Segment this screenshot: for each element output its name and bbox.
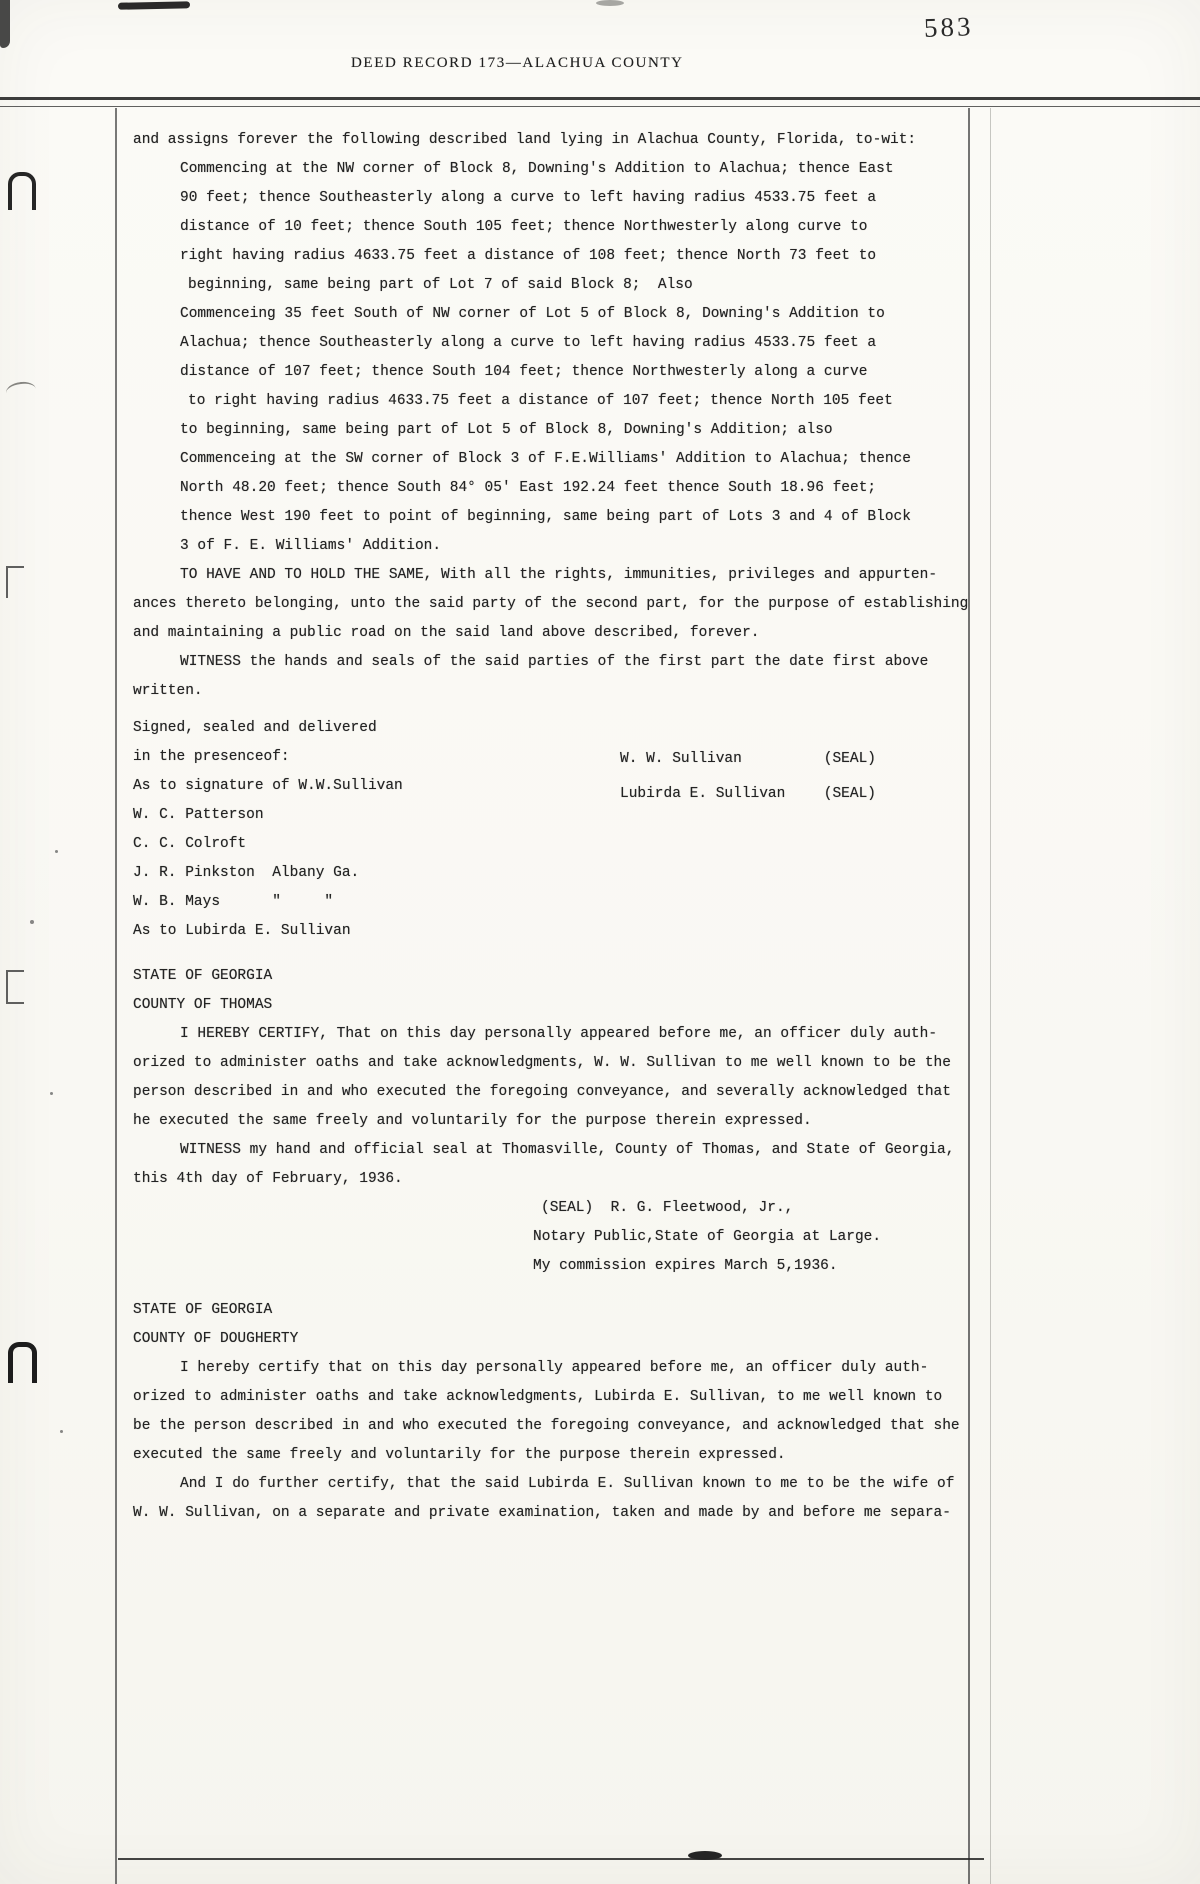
- scan-artifact: [50, 1092, 53, 1095]
- attestation-block: [133, 714, 993, 946]
- certification-line: executed the same freely and voluntarily for the purpose therein expressed.: [133, 1447, 786, 1463]
- legal-description-line: Commencing at the NW corner of Block 8, Downing's Addition to Alachua; thence East: [180, 161, 894, 177]
- legal-description-line: 3 of F. E. Williams' Addition.: [180, 538, 442, 554]
- legal-description-block: [180, 155, 993, 561]
- certification-line: orized to administer oaths and take acknowledgments, W. W. Sullivan to me well known to be the: [133, 1055, 951, 1071]
- attestation-line: W. B. Mays " ": [133, 894, 334, 910]
- scan-artifact: [118, 1, 190, 10]
- jurisdiction-state-line: STATE OF GEORGIA: [133, 968, 273, 984]
- notary-block: [533, 1194, 993, 1281]
- bottom-rule: [118, 1858, 984, 1860]
- attestation-line: Signed, sealed and delivered: [133, 720, 377, 736]
- signature-row: [620, 777, 876, 812]
- dougherty-acknowledgment: [133, 1296, 993, 1528]
- habendum-line: TO HAVE AND TO HOLD THE SAME, With all the rights, immunities, privileges and appurten-: [180, 567, 938, 583]
- certification-line: he executed the same freely and voluntarily for the purpose therein expressed.: [133, 1113, 812, 1129]
- attestation-line: C. C. Colroft: [133, 836, 247, 852]
- habendum-line: ances thereto belonging, unto the said party of the second part, for the purpose of establishing: [133, 596, 969, 612]
- seal-label: (SEAL): [823, 751, 876, 767]
- attestation-line: As to signature of W.W.Sullivan: [133, 778, 403, 794]
- scan-artifact: [596, 0, 624, 6]
- witness-clause-line: WITNESS the hands and seals of the said parties of the first part the date first above: [180, 654, 929, 670]
- habendum-line: and maintaining a public road on the said land above described, forever.: [133, 625, 760, 641]
- certification-line: I HEREBY CERTIFY, That on this day personally appeared before me, an officer duly auth-: [180, 1026, 938, 1042]
- scan-artifact: [30, 920, 34, 924]
- attestation-line: J. R. Pinkston Albany Ga.: [133, 865, 360, 881]
- certification-line: And I do further certify, that the said Lubirda E. Sullivan known to me to be the wife of: [180, 1476, 955, 1492]
- scan-artifact: [6, 970, 24, 1004]
- attestation-line: W. C. Patterson: [133, 807, 264, 823]
- legal-description-line: Commenceing 35 feet South of NW corner of Lot 5 of Block 8, Downing's Addition to: [180, 306, 885, 322]
- scan-artifact: [55, 850, 58, 853]
- witness-seal-line: this 4th day of February, 1936.: [133, 1171, 403, 1187]
- signatory-name: Lubirda E. Sullivan: [620, 786, 786, 802]
- legal-description-line: beginning, same being part of Lot 7 of said Block 8; Also: [188, 277, 693, 293]
- legal-description-line: to right having radius 4633.75 feet a distance of 107 feet; thence North 105 feet: [188, 393, 893, 409]
- binder-hole-mark: [8, 1342, 37, 1383]
- legal-description-line: distance of 107 feet; thence South 104 feet; thence Northwesterly along a curve: [180, 364, 868, 380]
- left-margin-rule: [115, 108, 117, 1884]
- signature-block: [620, 742, 876, 812]
- certification-line: person described in and who executed the foregoing conveyance, and severally acknowledged that: [133, 1084, 951, 1100]
- notary-line: My commission expires March 5,1936.: [533, 1258, 838, 1274]
- binder-hole-mark: [8, 172, 36, 210]
- legal-description-line: thence West 190 feet to point of beginning, same being part of Lots 3 and 4 of Block: [180, 509, 911, 525]
- jurisdiction-county-line: COUNTY OF THOMAS: [133, 997, 273, 1013]
- attestation-line: As to Lubirda E. Sullivan: [133, 923, 351, 939]
- attestation-line: in the presenceof:: [133, 749, 290, 765]
- scan-artifact: [6, 566, 24, 598]
- legal-description-line: North 48.20 feet; thence South 84° 05' East 192.24 feet thence South 18.96 feet;: [180, 480, 877, 496]
- certification-line: be the person described in and who executed the foregoing conveyance, and acknowledged that she: [133, 1418, 960, 1434]
- notary-line: (SEAL) R. G. Fleetwood, Jr.,: [541, 1200, 794, 1216]
- thomas-acknowledgment: [133, 962, 993, 1281]
- legal-description-line: Commenceing at the SW corner of Block 3 of F.E.Williams' Addition to Alachua; thence: [180, 451, 911, 467]
- legal-description-line: Alachua; thence Southeasterly along a curve to left having radius 4533.75 feet a: [180, 335, 877, 351]
- scan-artifact: [60, 1430, 63, 1433]
- deed-body: [133, 126, 993, 1528]
- witness-seal-line: WITNESS my hand and official seal at Thomasville, County of Thomas, and State of Georgia,: [180, 1142, 955, 1158]
- legal-description-line: distance of 10 feet; thence South 105 feet; thence Northwesterly along curve to: [180, 219, 868, 235]
- signatory-name: W. W. Sullivan: [620, 751, 742, 767]
- legal-description-line: to beginning, same being part of Lot 5 of Block 8, Downing's Addition; also: [180, 422, 833, 438]
- deed-intro-line: and assigns forever the following described land lying in Alachua County, Florida, to-wit:: [133, 132, 917, 148]
- legal-description-line: right having radius 4633.75 feet a distance of 108 feet; thence North 73 feet to: [180, 248, 877, 264]
- header-rule: [0, 106, 1200, 107]
- certification-line: orized to administer oaths and take acknowledgments, Lubirda E. Sullivan, to me well known to: [133, 1389, 943, 1405]
- signature-row: [620, 742, 876, 777]
- witness-clause-line: written.: [133, 683, 203, 699]
- certification-line: W. W. Sullivan, on a separate and private examination, taken and made by and before me separa-: [133, 1505, 951, 1521]
- header-rule: [0, 97, 1200, 100]
- page-number: 583: [923, 11, 974, 43]
- certification-line: I hereby certify that on this day personally appeared before me, an officer duly auth-: [180, 1360, 929, 1376]
- seal-label: (SEAL): [823, 786, 876, 802]
- scan-artifact: [0, 0, 10, 48]
- scan-artifact: [5, 380, 37, 402]
- page-header: DEED RECORD 173—ALACHUA COUNTY: [351, 55, 684, 71]
- notary-line: Notary Public,State of Georgia at Large.: [533, 1229, 882, 1245]
- legal-description-line: 90 feet; thence Southeasterly along a curve to left having radius 4533.75 feet a: [180, 190, 877, 206]
- jurisdiction-county-line: COUNTY OF DOUGHERTY: [133, 1331, 299, 1347]
- jurisdiction-state-line: STATE OF GEORGIA: [133, 1302, 273, 1318]
